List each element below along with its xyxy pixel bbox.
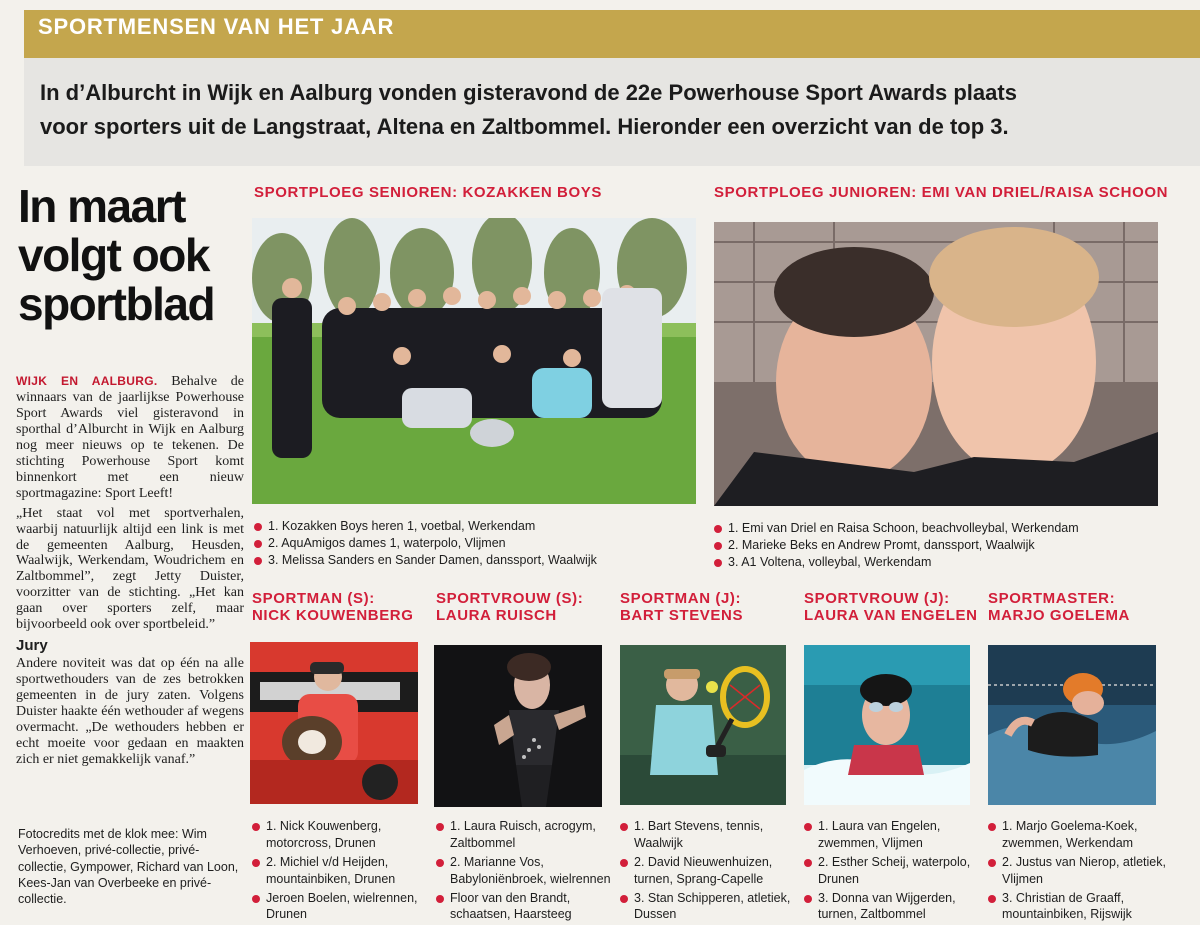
list-item: 2. Marianne Vos, Babyloniënbroek, wielrennen bbox=[436, 854, 612, 888]
sportvrouw-junior-photo bbox=[804, 645, 970, 805]
category-title-sportvrouw-senior bbox=[436, 590, 583, 625]
category-title-line-2: NICK KOUWENBERG bbox=[252, 607, 414, 625]
sportman-senior-ranking bbox=[252, 818, 428, 925]
list-item: 1. Kozakken Boys heren 1, voetbal, Werkendam bbox=[254, 518, 694, 535]
category-title-line-2: MARJO GOELEMA bbox=[988, 607, 1130, 625]
paragraph-1-text: Behalve de winnaars van de jaarlijkse Powerhouse Sport Awards viel gisteravond in sporthal d’Alburcht in Wijk en Aalburg nog meer nieuws op te tekenen. De stichting Powerhouse Sport komt binnenkort met een nieuw sportmagazine: Sport Leeft! bbox=[16, 374, 244, 501]
list-item: 3. Stan Schipperen, atletiek, Dussen bbox=[620, 890, 796, 924]
list-item: 3. Melissa Sanders en Sander Damen, danssport, Waalwijk bbox=[254, 552, 694, 569]
sportman-junior-photo bbox=[620, 645, 786, 805]
category-title-sportvrouw-junior bbox=[804, 590, 978, 625]
category-title-line-2: LAURA RUISCH bbox=[436, 607, 557, 625]
category-title-line-1: SPORTVROUW (J): bbox=[804, 590, 950, 607]
dateline: WIJK EN AALBURG. bbox=[16, 374, 158, 388]
category-title-line-1: SPORTMAN (S): bbox=[252, 590, 375, 607]
senior-team-title: SPORTPLOEG SENIOREN: KOZAKKEN BOYS bbox=[254, 184, 602, 201]
category-title-line-2: BART STEVENS bbox=[620, 607, 744, 625]
category-title-line-1: SPORTMAN (J): bbox=[620, 590, 742, 607]
headline-line-2: volgt ook bbox=[18, 228, 209, 281]
list-item: 1. Laura van Engelen, zwemmen, Vlijmen bbox=[804, 818, 980, 852]
sportman-junior-ranking bbox=[620, 818, 796, 925]
category-title-line-1: SPORTMASTER: bbox=[988, 590, 1116, 607]
intro-box bbox=[24, 58, 1200, 166]
junior-team-ranking bbox=[714, 520, 1158, 571]
list-item: Jeroen Boelen, wielrennen, Drunen bbox=[252, 890, 428, 924]
sportvrouw-senior-photo bbox=[434, 645, 602, 807]
sportmaster-ranking bbox=[988, 818, 1168, 925]
intro-line-2: voor sporters uit de Langstraat, Altena en Zaltbommel. Hieronder een overzicht van de top 3. bbox=[40, 114, 1009, 139]
list-item: 2. Marieke Beks en Andrew Promt, danssport, Waalwijk bbox=[714, 537, 1158, 554]
category-title-sportman-junior bbox=[620, 590, 743, 625]
category-title-line-1: SPORTVROUW (S): bbox=[436, 590, 584, 607]
article-body bbox=[16, 374, 244, 772]
sportmaster-photo bbox=[988, 645, 1156, 805]
sportvrouw-junior-ranking bbox=[804, 818, 980, 925]
section-banner-title: SPORTMENSEN VAN HET JAAR bbox=[38, 14, 395, 39]
category-title-line-2: LAURA VAN ENGELEN bbox=[804, 607, 978, 625]
article-paragraph-3: Andere noviteit was dat op één na alle sportwethouders van de zes betrokken gemeenten in de jury zaten. Volgens Duister haakte één wethouder af wegens overmacht. „De wethouders hebben er echt moeite voor gedaan en maakten zich er niet gemakkelijk vanaf.” bbox=[16, 656, 244, 767]
list-item: 2. David Nieuwenhuizen, turnen, Sprang-Capelle bbox=[620, 854, 796, 888]
category-title-sportmaster bbox=[988, 590, 1130, 625]
list-item: 1. Laura Ruisch, acrogym, Zaltbommel bbox=[436, 818, 612, 852]
sportman-senior-photo bbox=[250, 642, 418, 804]
junior-team-photo bbox=[714, 222, 1158, 506]
list-item: 1. Nick Kouwenberg, motorcross, Drunen bbox=[252, 818, 428, 852]
list-item: 3. A1 Voltena, volleybal, Werkendam bbox=[714, 554, 1158, 571]
senior-team-photo bbox=[252, 218, 696, 504]
list-item: 2. Justus van Nierop, atletiek, Vlijmen bbox=[988, 854, 1168, 888]
list-item: 2. Michiel v/d Heijden, mountainbiken, Drunen bbox=[252, 854, 428, 888]
article-paragraph-2: „Het staat vol met sportverhalen, waarbij natuurlijk altijd een link is met de gemeenten Aalburg, Heusden, Waalwijk, Werkendam, Woudrichem en Zaltbommel”, zegt Jetty Duister, voorzitter van de stichting. „Het kan gaan over sporters zelf, maar bijvoorbeeld ook over sportbeleid.” bbox=[16, 505, 244, 633]
list-item: 3. Christian de Graaff, mountainbiken, Rijswijk bbox=[988, 890, 1168, 924]
article-paragraph-1 bbox=[16, 374, 244, 502]
intro-line-1: In d’Alburcht in Wijk en Aalburg vonden gisteravond de 22e Powerhouse Sport Awards plaats bbox=[40, 80, 1017, 105]
list-item: 1. Bart Stevens, tennis, Waalwijk bbox=[620, 818, 796, 852]
category-title-sportman-senior bbox=[252, 590, 414, 625]
list-item: 1. Marjo Goelema-Koek, zwemmen, Werkendam bbox=[988, 818, 1168, 852]
junior-team-title: SPORTPLOEG JUNIOREN: EMI VAN DRIEL/RAISA SCHOON bbox=[714, 184, 1169, 201]
senior-team-ranking bbox=[254, 518, 694, 569]
article-subhead: Jury bbox=[16, 637, 48, 655]
sportvrouw-senior-ranking bbox=[436, 818, 612, 925]
headline-line-3: sportblad bbox=[18, 277, 215, 330]
list-item: 3. Donna van Wijgerden, turnen, Zaltbommel bbox=[804, 890, 980, 924]
article-headline bbox=[18, 182, 238, 328]
list-item: Floor van den Brandt, schaatsen, Haarsteeg bbox=[436, 890, 612, 924]
list-item: 2. AquAmigos dames 1, waterpolo, Vlijmen bbox=[254, 535, 694, 552]
list-item: 1. Emi van Driel en Raisa Schoon, beachvolleybal, Werkendam bbox=[714, 520, 1158, 537]
photo-credits: Fotocredits met de klok mee: Wim Verhoeven, privé-collectie, privé-collectie, Gympower, Richard van Loon, Kees-Jan van Overbeeke en privé-collectie. bbox=[18, 827, 239, 906]
list-item: 2. Esther Scheij, waterpolo, Drunen bbox=[804, 854, 980, 888]
headline-line-1: In maart bbox=[18, 180, 185, 232]
